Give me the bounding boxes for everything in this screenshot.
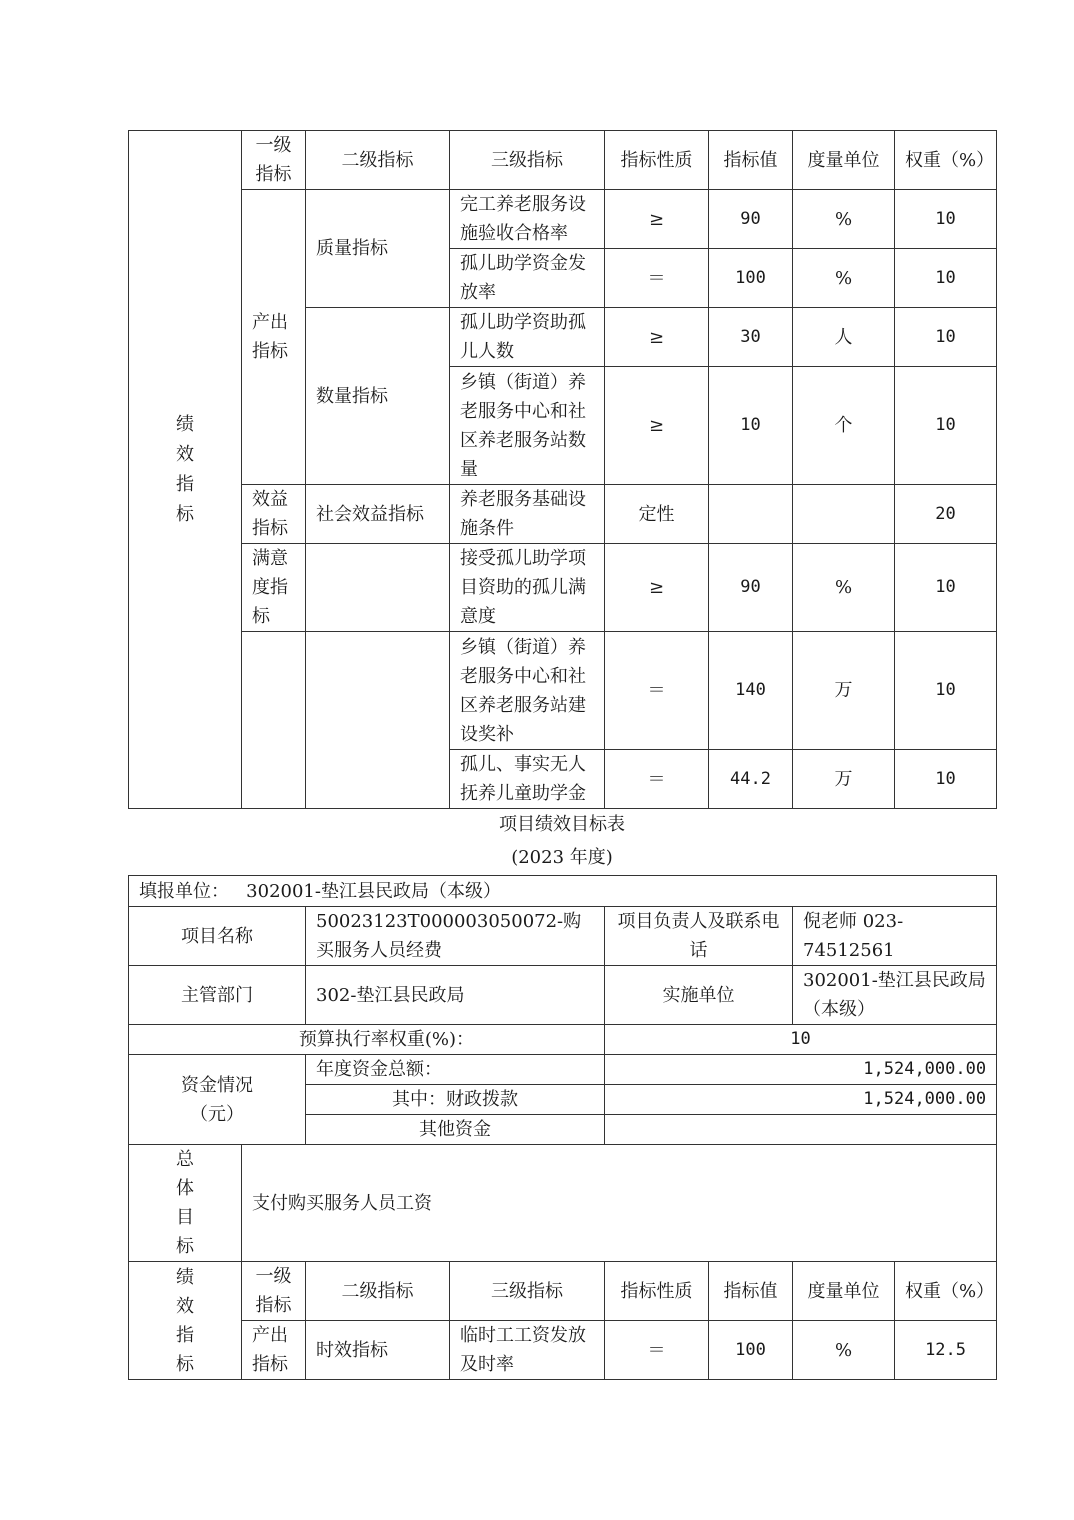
annual-total-label: 年度资金总额： <box>306 1055 605 1085</box>
impl-value: 302001-垫江县民政局（本级） <box>793 966 997 1025</box>
level3-cell: 临时工工资发放及时率 <box>450 1321 605 1380</box>
weight-cell: 10 <box>895 308 997 367</box>
group-satisfaction: 满意 度指 标 <box>242 544 306 632</box>
subgroup-quantity: 数量指标 <box>306 308 450 485</box>
value-cell: 100 <box>709 1321 793 1380</box>
other-funds-label: 其他资金 <box>306 1115 605 1145</box>
budget-rate-label: 预算执行率权重(%)： <box>129 1025 605 1055</box>
group-benefit: 效益 指标 <box>242 485 306 544</box>
header-weight: 权重（%） <box>895 131 997 190</box>
level3-cell: 乡镇（街道）养老服务中心和社区养老服务站建设奖补 <box>450 632 605 750</box>
annual-total-value: 1,524,000.00 <box>605 1055 997 1085</box>
level3-cell: 养老服务基础设施条件 <box>450 485 605 544</box>
nature-cell: ≥ <box>605 367 709 485</box>
funds-label: 资金情况（元） <box>129 1055 306 1145</box>
subgroup-empty <box>306 632 450 809</box>
value-cell: 100 <box>709 249 793 308</box>
nature-cell: ≥ <box>605 308 709 367</box>
header-unit: 度量单位 <box>793 131 895 190</box>
contact-value: 倪老师 023-74512561 <box>793 907 997 966</box>
weight-cell: 10 <box>895 367 997 485</box>
unit-cell: 人 <box>793 308 895 367</box>
group-empty <box>242 632 306 809</box>
group-output: 产出 指标 <box>242 190 306 485</box>
project-name-value: 50023123T000003050072-购买服务人员经费 <box>306 907 605 966</box>
perf-indicator-label: 绩 效 指 标 <box>129 1262 242 1380</box>
other-funds-value <box>605 1115 997 1145</box>
header-level3: 三级指标 <box>450 131 605 190</box>
unit-cell <box>793 485 895 544</box>
level3-cell: 完工养老服务设施验收合格率 <box>450 190 605 249</box>
header-nature: 指标性质 <box>605 131 709 190</box>
unit-cell: % <box>793 1321 895 1380</box>
table-title: 项目绩效目标表 <box>499 814 625 835</box>
weight-cell: 10 <box>895 750 997 809</box>
level3-cell: 乡镇（街道）养老服务中心和社区养老服务站数量 <box>450 367 605 485</box>
weight-cell: 10 <box>895 632 997 750</box>
subgroup-social: 社会效益指标 <box>306 485 450 544</box>
nature-cell: ＝ <box>605 750 709 809</box>
header-level3: 三级指标 <box>450 1262 605 1321</box>
subgroup-timeliness: 时效指标 <box>306 1321 450 1380</box>
value-cell: 30 <box>709 308 793 367</box>
unit-cell: 万 <box>793 632 895 750</box>
value-cell: 10 <box>709 367 793 485</box>
project-name-label: 项目名称 <box>129 907 306 966</box>
level3-cell: 孤儿、事实无人抚养儿童助学金 <box>450 750 605 809</box>
dept-value: 302-垫江县民政局 <box>306 966 605 1025</box>
value-cell: 90 <box>709 190 793 249</box>
fiscal-label: 其中：财政拨款 <box>306 1085 605 1115</box>
weight-cell: 10 <box>895 190 997 249</box>
value-cell: 140 <box>709 632 793 750</box>
unit-cell: % <box>793 544 895 632</box>
impl-label: 实施单位 <box>605 966 793 1025</box>
performance-indicator-table-continued <box>128 130 997 809</box>
group-output: 产出 指标 <box>242 1321 306 1380</box>
header-weight: 权重（%） <box>895 1262 997 1321</box>
weight-cell: 12.5 <box>895 1321 997 1380</box>
unit-cell: % <box>793 249 895 308</box>
weight-cell: 10 <box>895 249 997 308</box>
header-level2: 二级指标 <box>306 131 450 190</box>
budget-rate-value: 10 <box>605 1025 997 1055</box>
unit-cell: 万 <box>793 750 895 809</box>
table-year: (2023 年度) <box>511 847 613 868</box>
level3-cell: 孤儿助学资助孤儿人数 <box>450 308 605 367</box>
header-level1: 一级 指标 <box>242 131 306 190</box>
unit-cell: 个 <box>793 367 895 485</box>
fiscal-value: 1,524,000.00 <box>605 1085 997 1115</box>
nature-cell: ≥ <box>605 190 709 249</box>
nature-cell: ＝ <box>605 249 709 308</box>
nature-cell: ＝ <box>605 632 709 750</box>
value-cell <box>709 485 793 544</box>
unit-cell: % <box>793 190 895 249</box>
weight-cell: 10 <box>895 544 997 632</box>
project-performance-goal-table <box>128 875 997 1380</box>
weight-cell: 20 <box>895 485 997 544</box>
nature-cell: ＝ <box>605 1321 709 1380</box>
nature-cell: 定性 <box>605 485 709 544</box>
header-level1: 一级 指标 <box>242 1262 306 1321</box>
header-value: 指标值 <box>709 1262 793 1321</box>
overall-goal-value: 支付购买服务人员工资 <box>242 1145 997 1262</box>
header-unit: 度量单位 <box>793 1262 895 1321</box>
perf-indicator-label: 绩 效 指 标 <box>129 131 242 809</box>
nature-cell: ≥ <box>605 544 709 632</box>
dept-label: 主管部门 <box>129 966 306 1025</box>
subgroup-empty <box>306 544 450 632</box>
level3-cell: 接受孤儿助学项目资助的孤儿满意度 <box>450 544 605 632</box>
reporting-unit: 填报单位： 302001-垫江县民政局（本级） <box>129 876 997 907</box>
value-cell: 90 <box>709 544 793 632</box>
contact-label: 项目负责人及联系电话 <box>605 907 793 966</box>
header-level2: 二级指标 <box>306 1262 450 1321</box>
value-cell: 44.2 <box>709 750 793 809</box>
header-nature: 指标性质 <box>605 1262 709 1321</box>
overall-goal-label: 总 体 目 标 <box>129 1145 242 1262</box>
level3-cell: 孤儿助学资金发放率 <box>450 249 605 308</box>
header-value: 指标值 <box>709 131 793 190</box>
subgroup-quality: 质量指标 <box>306 190 450 308</box>
